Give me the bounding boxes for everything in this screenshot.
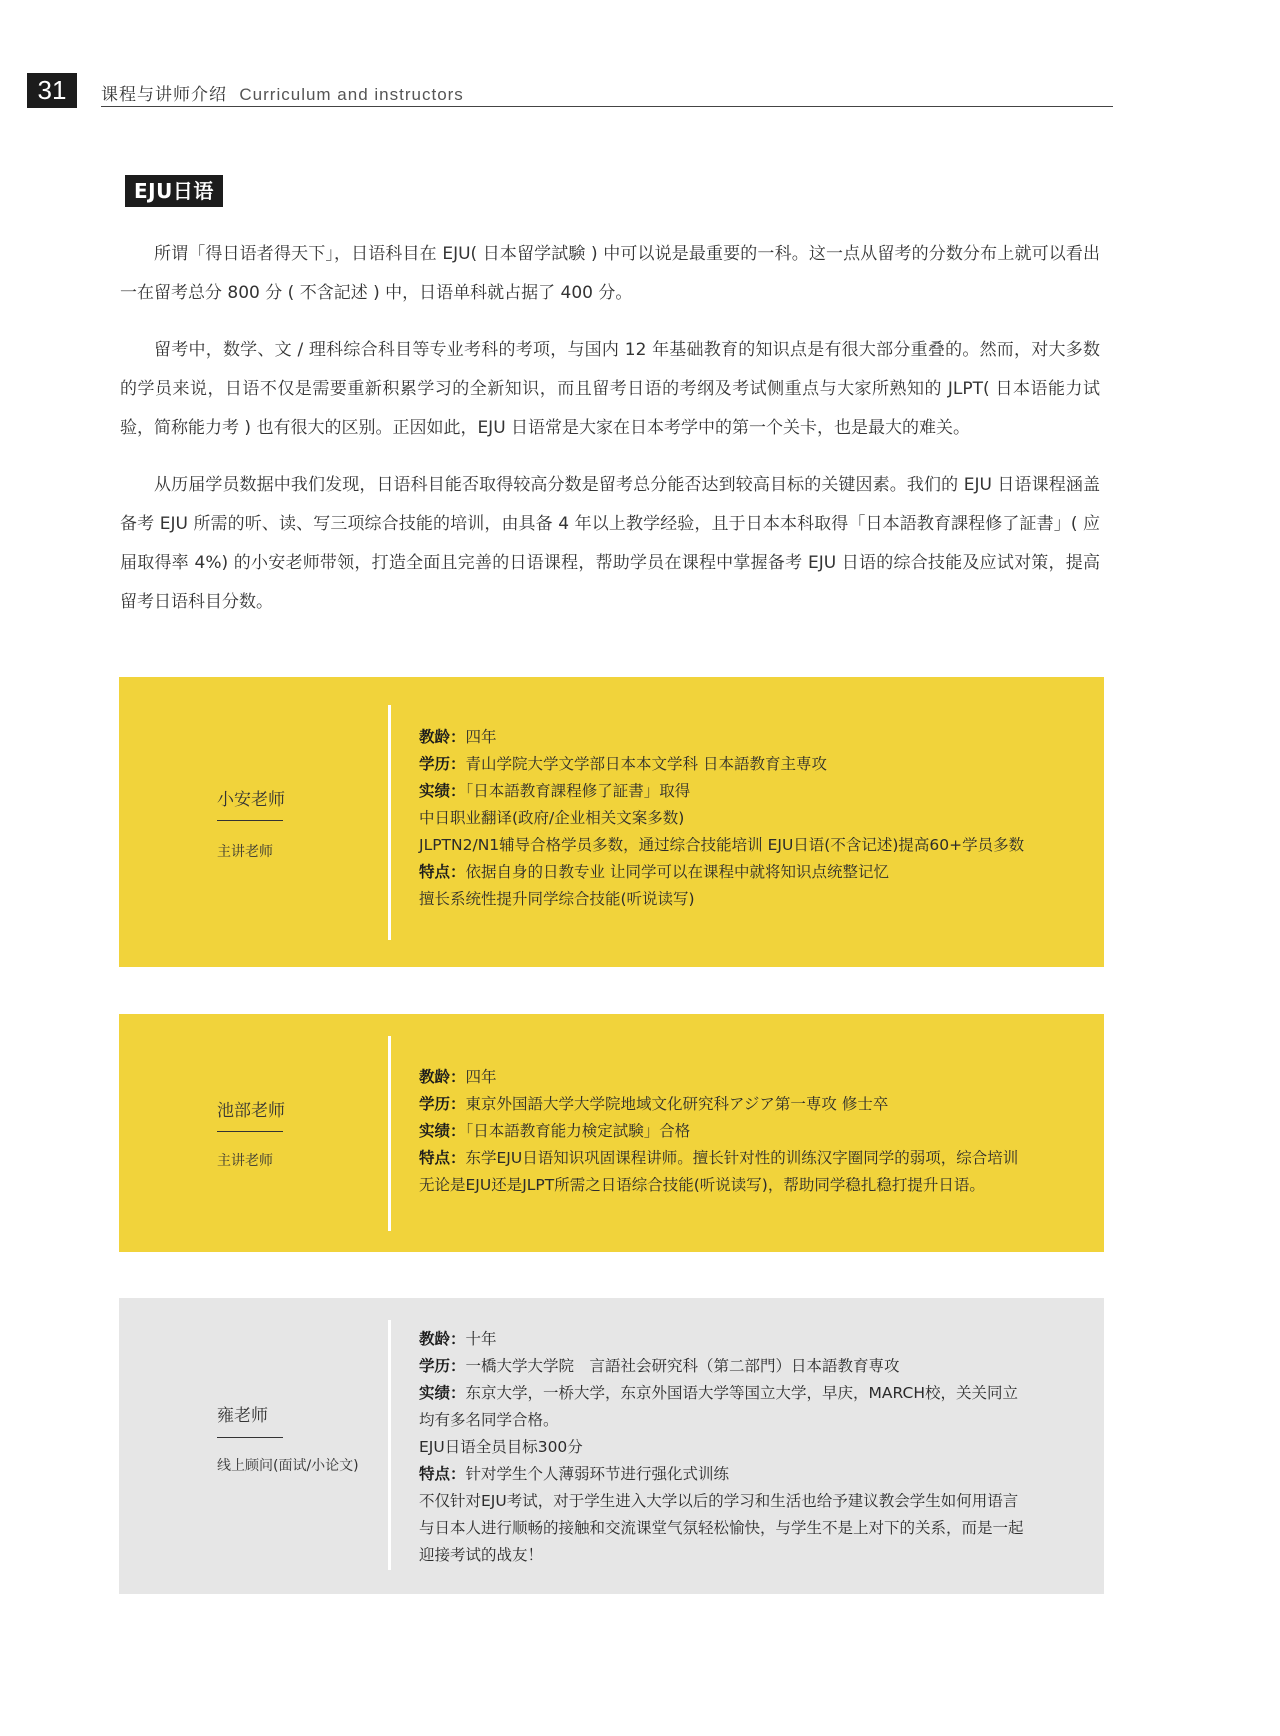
page-number: 31 xyxy=(27,73,77,108)
info-row: 特点：针对学生个人薄弱环节进行强化式训练 xyxy=(419,1465,730,1483)
teacher-name-underline xyxy=(217,820,283,821)
header-divider xyxy=(101,106,1113,107)
teacher-name-underline xyxy=(217,1131,283,1132)
teacher-card xyxy=(119,1298,1104,1594)
info-row: 擅长系统性提升同学综合技能(听说读写) xyxy=(419,890,695,908)
info-row: 实绩：「日本語教育課程修了証書」取得 xyxy=(419,782,691,800)
info-row: 实绩：东京大学，一桥大学，东京外国语大学等国立大学，早庆，MARCH校，关关同立 xyxy=(419,1384,1018,1402)
info-row: 学历：東京外国語大学大学院地域文化研究科アジア第一専攻 修士卒 xyxy=(419,1095,889,1113)
teacher-card xyxy=(119,1014,1104,1252)
teacher-role: 主讲老师 xyxy=(217,1153,273,1169)
info-row: 不仅针对EJU考试，对于学生进入大学以后的学习和生活也给予建议教会学生如何用语言 xyxy=(419,1492,1019,1510)
teacher-info xyxy=(419,724,1024,913)
teacher-name-underline xyxy=(217,1437,283,1438)
teacher-role: 线上顾问(面试/小论文) xyxy=(217,1458,359,1474)
card-divider xyxy=(388,1320,391,1570)
info-row: 学历：一橋大学大学院 言語社会研究科（第二部門）日本語教育専攻 xyxy=(419,1357,900,1375)
card-divider xyxy=(388,1036,391,1231)
intro-paragraph-2: 留考中，数学、文 / 理科综合科目等专业考科的考项，与国内 12 年基础教育的知识点是有很大部分重叠的。然而，对大多数的学员来说，日语不仅是需要重新积累学习的全新知识，而且留考日语的考纲及考试侧重点与大家所熟知的 JLPT( 日本语能力试验，简称能力考 ) 也有很大的区别。正因如此，EJU 日语常是大家在日本考学中的第一个关卡，也是最大的难关。 xyxy=(120,340,1100,438)
info-row: EJU日语全员目标300分 xyxy=(419,1438,583,1456)
info-row: 教龄：四年 xyxy=(419,1068,497,1086)
info-row: 特点：东学EJU日语知识巩固课程讲师。擅长针对性的训练汉字圈同学的弱项，综合培训 xyxy=(419,1149,1019,1167)
header-title-cn: 课程与讲师介绍 xyxy=(101,85,227,105)
info-row: 与日本人进行顺畅的接触和交流课堂气氛轻松愉快，与学生不是上对下的关系，而是一起 xyxy=(419,1519,1024,1537)
intro-paragraph-1: 所谓「得日语者得天下」，日语科目在 EJU( 日本留学試験 ) 中可以说是最重要的一科。这一点从留考的分数分布上就可以看出一在留考总分 800 分 ( 不含記述 ) 中，日语单科就占据了 400 分。 xyxy=(120,244,1100,303)
info-row: 均有多名同学合格。 xyxy=(419,1411,559,1429)
intro-paragraphs xyxy=(120,235,1100,640)
info-row: 迎接考试的战友！ xyxy=(419,1546,544,1564)
header-title xyxy=(101,80,464,105)
info-row: JLPTN2/N1辅导合格学员多数，通过综合技能培训 EJU日语(不含记述)提高60+学员多数 xyxy=(419,836,1025,854)
teacher-name: 小安老师 xyxy=(217,790,285,810)
intro-paragraph-3: 从历届学员数据中我们发现，日语科目能否取得较高分数是留考总分能否达到较高目标的关键因素。我们的 EJU 日语课程涵盖备考 EJU 所需的听、读、写三项综合技能的培训，由具备 4 年以上教学经验，且于日本本科取得「日本語教育課程修了証書」( 应届取得率 4%) 的小安老师带领，打造全面且完善的日语课程，帮助学员在课程中掌握备考 EJU 日语的综合技能及应试对策，提高留考日语科目分数。 xyxy=(120,475,1100,612)
section-tag: EJU日语 xyxy=(125,175,223,207)
teacher-name: 池部老师 xyxy=(217,1101,285,1121)
teacher-info xyxy=(419,1064,1018,1199)
teacher-role: 主讲老师 xyxy=(217,844,273,860)
teacher-name: 雍老师 xyxy=(217,1406,268,1426)
info-row: 学历：青山学院大学文学部日本本文学科 日本語教育主専攻 xyxy=(419,755,827,773)
info-row: 中日职业翻译(政府/企业相关文案多数) xyxy=(419,809,685,827)
card-divider xyxy=(388,705,391,940)
teacher-info xyxy=(419,1326,1024,1569)
info-row: 实绩：「日本語教育能力検定試験」合格 xyxy=(419,1122,691,1140)
info-row: 教龄：十年 xyxy=(419,1330,497,1348)
header-title-en: Curriculum and instructors xyxy=(239,85,464,104)
info-row: 特点：依据自身的日教专业 让同学可以在课程中就将知识点统整记忆 xyxy=(419,863,889,881)
teacher-card xyxy=(119,677,1104,967)
info-row: 无论是EJU还是JLPT所需之日语综合技能(听说读写)，帮助同学稳扎稳打提升日语。 xyxy=(419,1176,985,1194)
info-row: 教龄：四年 xyxy=(419,728,497,746)
